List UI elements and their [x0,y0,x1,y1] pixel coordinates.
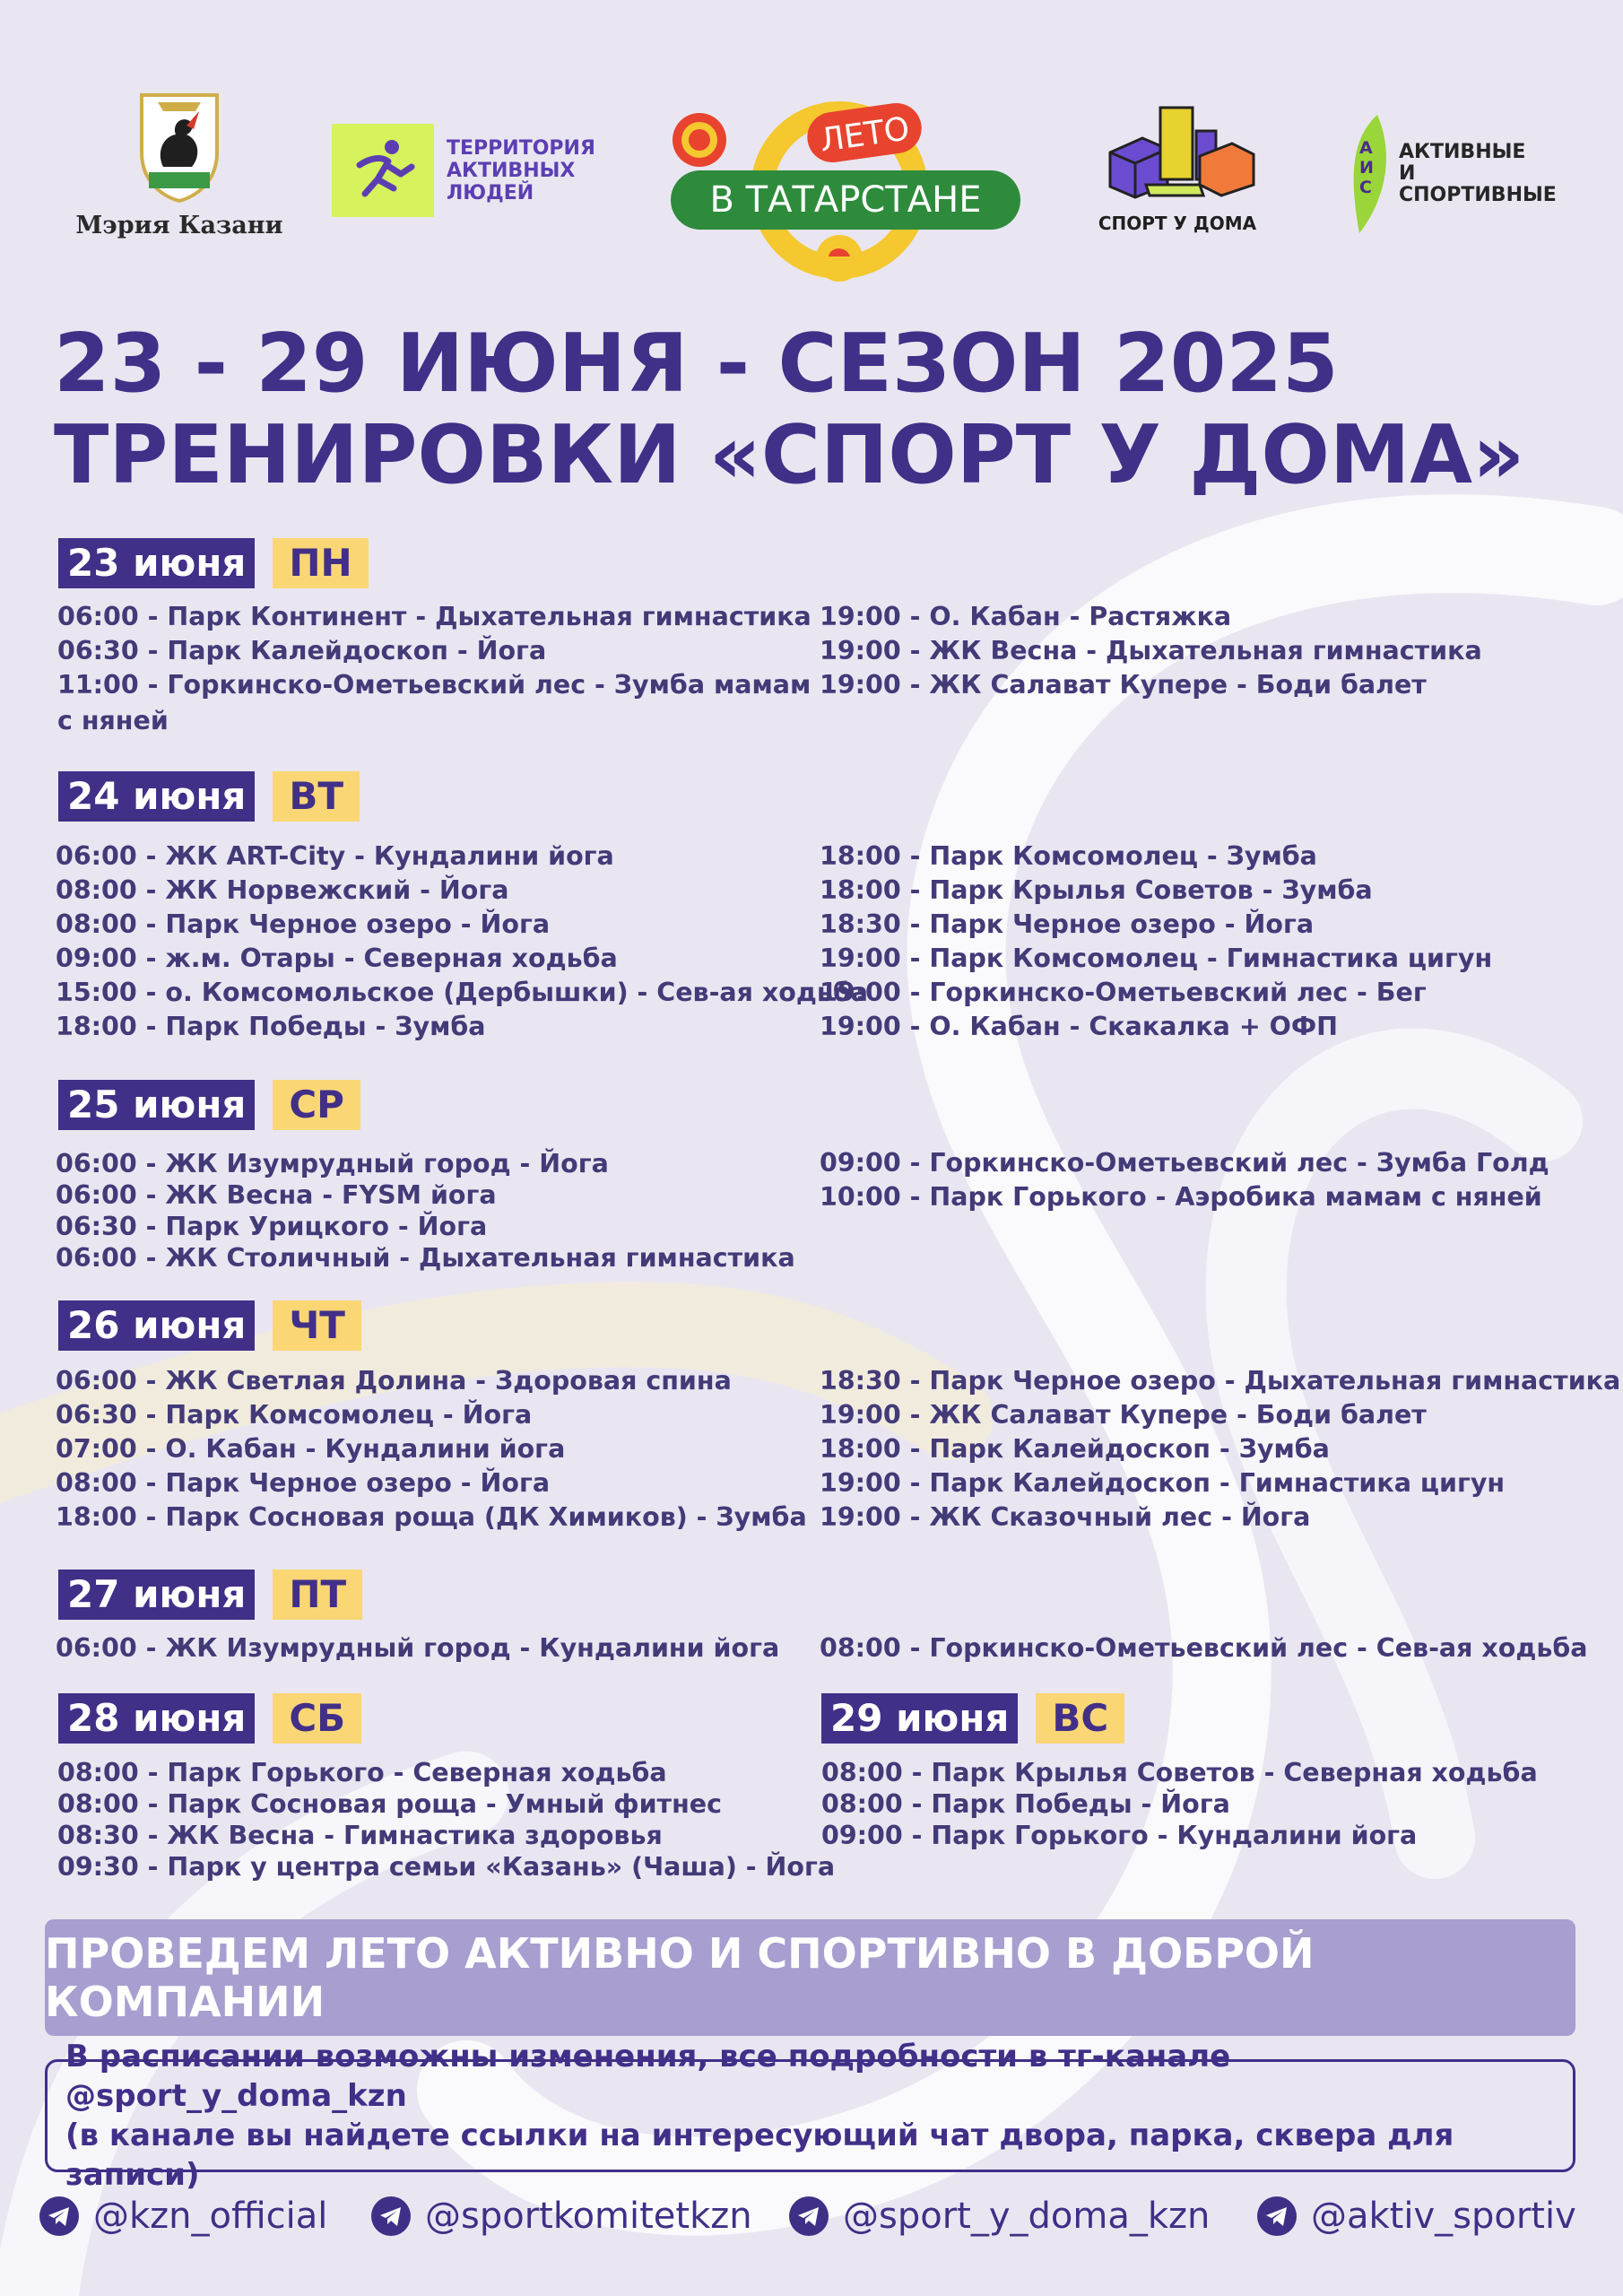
schedule-change-note [45,2039,1575,2193]
list-item: 08:00 - Парк Черное озеро - Йога [56,1468,551,1498]
wed-left-list [56,1148,795,1274]
list-item: 19:00 - Горкинско-Ометьевский лес - Бег [820,978,1427,1007]
list-item: 06:00 - ЖК Столичный - Дыхательная гимнастика [56,1243,795,1273]
kazan-coat-of-arms-icon [136,90,222,204]
sport-at-home-logo [1092,99,1263,242]
list-item: 19:00 - ЖК Сказочный лес - Йога [820,1502,1311,1532]
social-link-sportkomitet[interactable] [371,2196,752,2237]
list-item: 09:00 - Горкинско-Ометьевский лес - Зумба Голд [820,1148,1549,1178]
title-line-2: ТРЕНИРОВКИ «СПОРТ У ДОМА» [54,408,1525,502]
mon-left-list [57,600,812,740]
list-item: 19:00 - О. Кабан - Скакалка + ОФП [820,1012,1338,1041]
weekday-label: ВТ [273,771,360,822]
date-label: 28 июня [58,1693,255,1744]
kazan-mayor-logo [72,90,287,239]
list-item: 08:30 - ЖК Весна - Гимнастика здоровья [57,1821,663,1850]
telegram-icon [371,2196,411,2236]
list-item: 08:00 - ЖК Норвежский - Йога [56,875,509,905]
blocks-icon [1110,108,1254,197]
sun-list [821,1757,1538,1851]
weekday-label: ПТ [273,1570,362,1620]
list-item: 18:30 - Парк Черное озеро - Дыхательная гимнастика [820,1366,1621,1396]
active-people-text: ТЕРРИТОРИЯ АКТИВНЫХ ЛЮДЕЙ [447,136,595,204]
list-item: 09:00 - ж.м. Отары - Северная ходьба [56,944,618,973]
date-label: 23 июня [58,538,255,588]
day-header-sun [821,1693,1124,1744]
list-item: с няней [57,706,169,735]
weekday-label: ПН [273,538,368,588]
tue-right-list [820,839,1492,1044]
slogan-banner: ПРОВЕДЕМ ЛЕТО АКТИВНО И СПОРТИВНО В ДОБРОЙ КОМПАНИИ [45,1919,1575,2036]
social-link-aktiv-sportiv[interactable] [1257,2196,1576,2237]
list-item: 19:00 - Парк Калейдоскоп - Гимнастика цигун [820,1468,1506,1498]
list-item: 06:00 - ЖК Изумрудный город - Кундалини йога [56,1633,780,1663]
list-item: 18:30 - Парк Черное озеро - Йога [820,909,1315,939]
note-line-2: (в канале вы найдете ссылки на интересующий чат двора, парка, сквера для записи) [65,2118,1454,2193]
list-item: 08:00 - Парк Победы - Йога [821,1789,1230,1819]
list-item: 06:00 - ЖК Весна - FYSM йога [56,1180,497,1210]
mon-right-list [820,600,1482,702]
weekday-label: СБ [273,1693,361,1744]
summer-in-tatarstan-logo [664,65,1022,289]
leto-text: ЛЕТО [817,110,912,160]
date-label: 24 июня [58,771,255,822]
mayor-caption: Мэрия Казани [75,212,283,239]
note-line-1: В расписании возможны изменения, все подробности в тг-канале @sport_y_doma_kzn [65,2039,1231,2114]
list-item: 10:00 - Парк Горького - Аэробика мамам с няней [820,1182,1542,1212]
weekday-label: ЧТ [273,1300,361,1351]
in-tatarstan-text: В ТАТАРСТАНЕ [709,179,982,221]
social-handle: @kzn_official [93,2196,328,2237]
list-item: 19:00 - ЖК Салават Купере - Боди балет [820,1400,1427,1430]
list-item: 06:00 - ЖК ART-City - Кундалини йога [56,841,614,871]
list-item: 11:00 - Горкинско-Ометьевский лес - Зумба мамам [57,670,812,700]
date-label: 29 июня [821,1693,1018,1744]
list-item: 09:30 - Парк у центра семьи «Казань» (Чаша) - Йога [57,1852,836,1882]
date-label: 27 июня [58,1570,255,1620]
social-links [39,2196,1582,2249]
list-item: 19:00 - О. Кабан - Растяжка [820,602,1232,631]
date-label: 25 июня [58,1080,255,1130]
thu-right-list [820,1364,1620,1535]
telegram-icon [789,2196,829,2236]
weekday-label: ВС [1036,1693,1124,1744]
list-item: 06:00 - Парк Континент - Дыхательная гимнастика [57,602,812,631]
list-item: 18:00 - Парк Крылья Советов - Зумба [820,875,1373,905]
sat-list [57,1757,835,1883]
day-header-thu [58,1300,361,1351]
list-item: 08:00 - Парк Черное озеро - Йога [56,909,551,939]
social-handle: @aktiv_sportiv [1311,2196,1576,2237]
social-link-sport-y-doma[interactable] [789,2196,1210,2237]
tue-left-list [56,839,868,1044]
running-person-icon [347,135,419,206]
date-label: 26 июня [58,1300,255,1351]
list-item: 08:00 - Горкинско-Ометьевский лес - Сев-ая ходьба [820,1633,1588,1663]
list-item: 18:00 - Парк Калейдоскоп - Зумба [820,1434,1330,1464]
day-header-tue [58,771,360,822]
day-header-wed [58,1080,360,1130]
day-header-sat [58,1693,361,1744]
list-item: 18:00 - Парк Комсомолец - Зумба [820,841,1317,871]
active-sport-logo: А И С АКТИВНЫЕ И СПОРТИВНЫЕ [1345,111,1557,237]
sun-icon [673,113,726,167]
fri-left-list [56,1631,779,1665]
list-item: 19:00 - Парк Комсомолец - Гимнастика цигун [820,944,1493,973]
list-item: 09:00 - Парк Горького - Кундалини йога [821,1821,1418,1850]
list-item: 06:30 - Парк Комсомолец - Йога [56,1400,533,1430]
page-title [54,318,1524,501]
day-header-mon [58,538,369,588]
list-item: 06:30 - Парк Калейдоскоп - Йога [57,636,547,665]
logo-strip [0,81,1623,296]
weekday-label: СР [273,1080,360,1130]
social-handle: @sport_y_doma_kzn [843,2196,1211,2237]
telegram-icon [39,2196,79,2236]
list-item: 18:00 - Парк Победы - Зумба [56,1012,486,1041]
list-item: 08:00 - Парк Горького - Северная ходьба [57,1758,667,1787]
fri-right-list [820,1631,1588,1665]
thu-left-list [56,1364,807,1535]
social-link-kzn-official[interactable] [39,2196,327,2237]
list-item: 06:00 - ЖК Изумрудный город - Йога [56,1149,609,1178]
title-line-1: 23 - 29 ИЮНЯ - СЕЗОН 2025 [54,317,1339,411]
wed-right-list [820,1146,1549,1214]
active-people-logo [332,124,595,217]
list-item: 15:00 - о. Комсомольское (Дербышки) - Сев-ая ходьба [56,978,868,1007]
social-handle: @sportkomitetkzn [425,2196,752,2237]
list-item: 06:00 - ЖК Светлая Долина - Здоровая спина [56,1366,732,1396]
list-item: 19:00 - ЖК Весна - Дыхательная гимнастика [820,636,1482,665]
list-item: 08:00 - Парк Сосновая роща - Умный фитнес [57,1789,722,1819]
list-item: 06:30 - Парк Урицкого - Йога [56,1212,488,1241]
day-header-fri [58,1570,362,1620]
list-item: 08:00 - Парк Крылья Советов - Северная ходьба [821,1758,1538,1787]
sport-at-home-text: СПОРТ У ДОМА [1098,213,1257,234]
list-item: 19:00 - ЖК Салават Купере - Боди балет [820,670,1427,700]
telegram-icon [1257,2196,1297,2236]
list-item: 18:00 - Парк Сосновая роща (ДК Химиков) - Зумба [56,1502,807,1532]
active-sport-text: АКТИВНЫЕ И СПОРТИВНЫЕ [1399,141,1557,206]
list-item: 07:00 - О. Кабан - Кундалини йога [56,1434,566,1464]
